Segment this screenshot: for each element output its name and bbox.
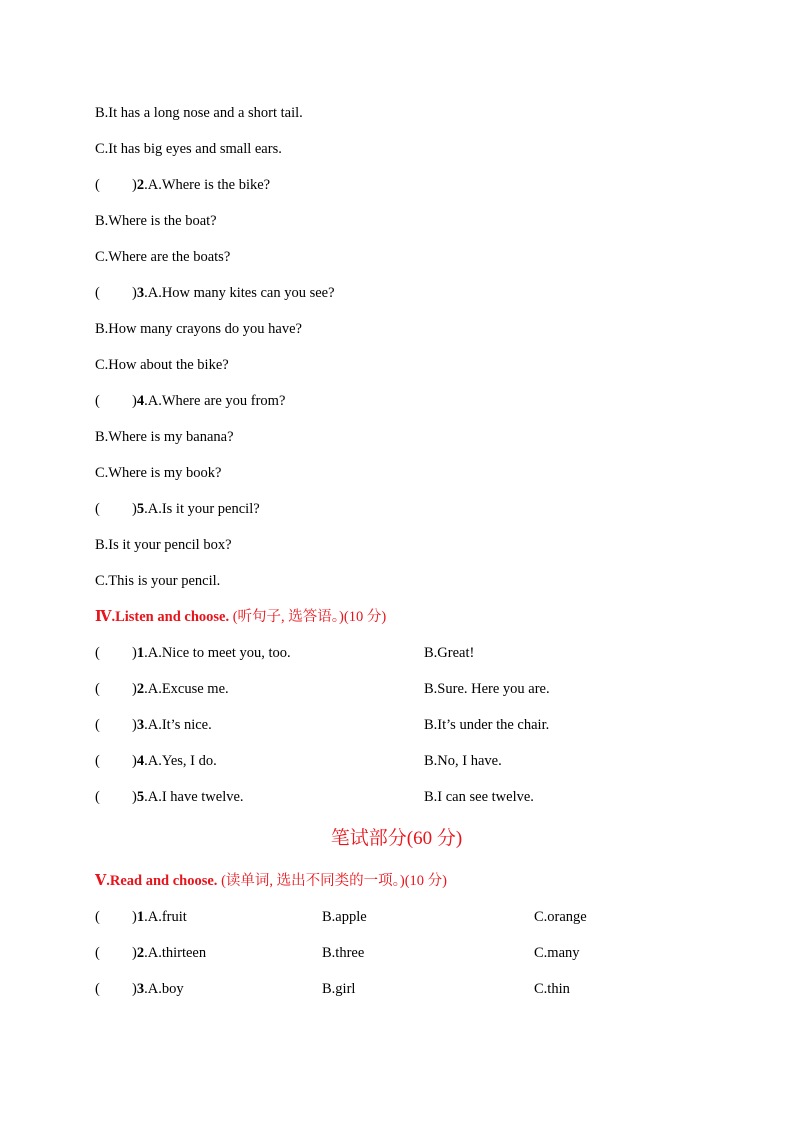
question-line: ( )4.A.Yes, I do. B.No, I have. bbox=[95, 753, 502, 769]
question-line: ( )1.A.Nice to meet you, too. B.Great! bbox=[95, 645, 475, 661]
question-line: ( )2.A.thirteen B.three C.many bbox=[95, 945, 580, 961]
question-line: ( )2.A.Excuse me. B.Sure. Here you are. bbox=[95, 681, 550, 697]
question-line: ( )3.A.It’s nice. B.It’s under the chair. bbox=[95, 717, 550, 733]
section-heading: Ⅳ.Listen and choose. (听句子, 选答语。)(10 分) bbox=[95, 609, 387, 625]
option-line: B.Where is my banana? bbox=[95, 429, 234, 445]
question-line: ( )5.A.I have twelve. B.I can see twelve. bbox=[95, 789, 534, 805]
question-line: ( )4.A.Where are you from? bbox=[95, 393, 286, 409]
option-line: C.Where is my book? bbox=[95, 465, 222, 481]
question-line: ( )3.A.boy B.girl C.thin bbox=[95, 981, 570, 997]
option-line: B.How many crayons do you have? bbox=[95, 321, 302, 337]
section-heading: Ⅴ.Read and choose. (读单词, 选出不同类的一项。)(10 分) bbox=[95, 873, 448, 889]
option-line: B.Is it your pencil box? bbox=[95, 537, 232, 553]
option-line: B.Where is the boat? bbox=[95, 213, 217, 229]
option-line: C.This is your pencil. bbox=[95, 573, 221, 589]
option-line: B.It has a long nose and a short tail. bbox=[95, 105, 303, 121]
question-line: ( )2.A.Where is the bike? bbox=[95, 177, 271, 193]
question-line: ( )1.A.fruit B.apple C.orange bbox=[95, 909, 587, 925]
option-line: C.Where are the boats? bbox=[95, 249, 231, 265]
question-line: ( )5.A.Is it your pencil? bbox=[95, 501, 260, 517]
question-line: ( )3.A.How many kites can you see? bbox=[95, 285, 335, 301]
option-line: C.It has big eyes and small ears. bbox=[95, 141, 282, 157]
written-part-heading: 笔试部分(60 分) bbox=[330, 828, 463, 849]
option-line: C.How about the bike? bbox=[95, 357, 229, 373]
